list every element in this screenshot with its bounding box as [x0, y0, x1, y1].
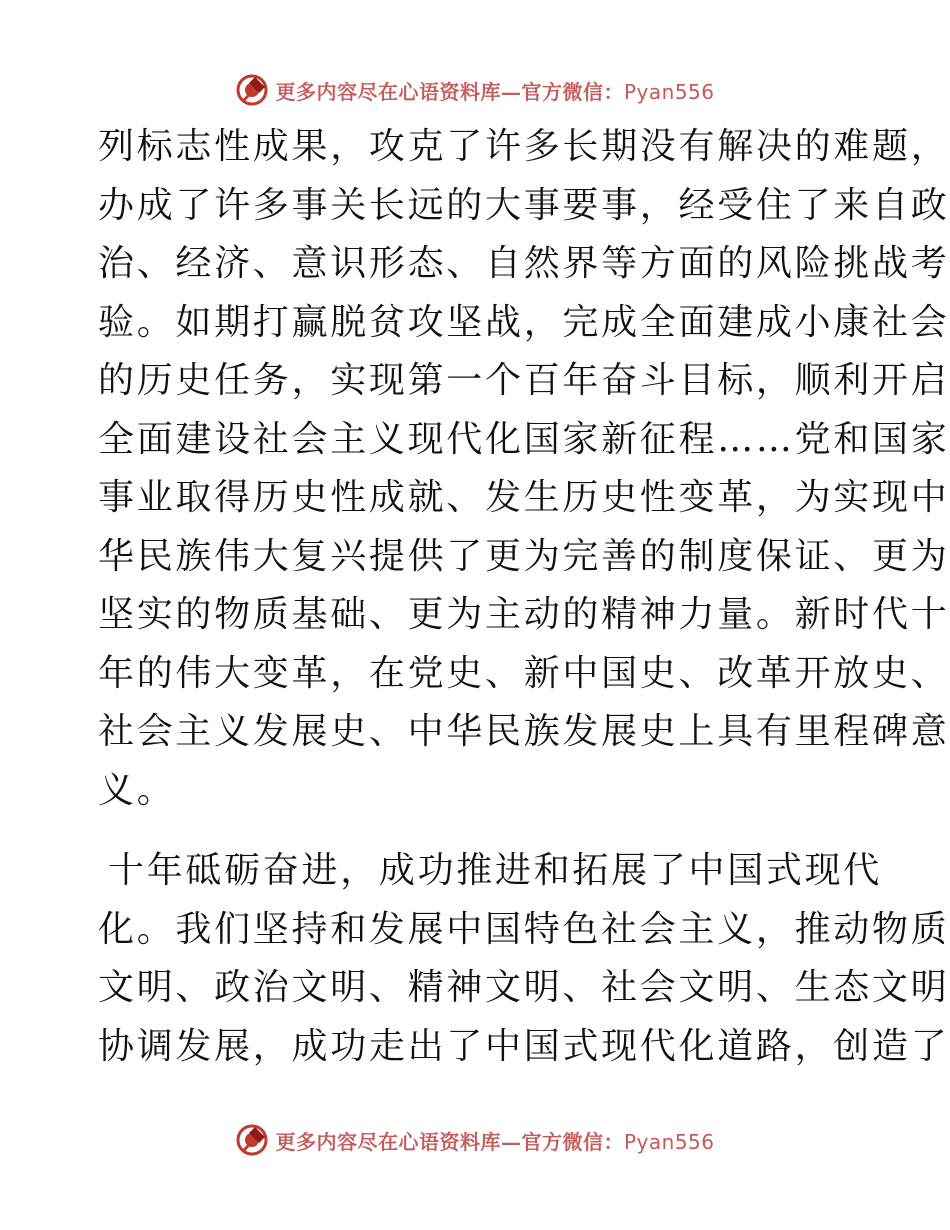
text-line: 协调发展，成功走出了中国式现代化道路，创造了 — [98, 1025, 950, 1067]
text-line: 文明、政治文明、精神文明、社会文明、生态文明 — [98, 967, 950, 1008]
pen-logo-icon — [235, 73, 269, 107]
text-line: 全面建设社会主义现代化国家新征程……党和国家 — [98, 418, 950, 460]
text-line: 的历史任务，实现第一个百年奋斗目标，顺利开启 — [98, 360, 950, 401]
pen-logo-icon — [235, 1123, 269, 1157]
text-line: 义。 — [98, 769, 176, 811]
paragraph-2 — [98, 842, 950, 1076]
text-line: 治、经济、意识形态、自然界等方面的风险挑战考 — [98, 243, 950, 284]
text-line: 化。我们坚持和发展中国特色社会主义，推动物质 — [98, 908, 950, 950]
paragraph-spacer — [98, 820, 858, 842]
document-body — [98, 118, 950, 1076]
text-line: 十年砥砺奋进，成功推进和拓展了中国式现代 — [108, 850, 883, 891]
header-banner — [0, 70, 950, 110]
text-line: 事业取得历史性成就、发生历史性变革，为实现中 — [98, 477, 950, 518]
text-line: 办成了许多事关长远的大事要事，经受住了来自政 — [98, 184, 950, 226]
paragraph-1 — [98, 118, 950, 820]
text-line: 验。如期打赢脱贫攻坚战，完成全面建成小康社会 — [98, 301, 950, 343]
text-line: 社会主义发展史、中华民族发展史上具有里程碑意 — [98, 711, 950, 752]
footer-banner — [0, 1120, 950, 1160]
text-line: 坚实的物质基础、更为主动的精神力量。新时代十 — [98, 594, 950, 635]
text-line: 华民族伟大复兴提供了更为完善的制度保证、更为 — [98, 535, 950, 577]
footer-banner-text: 更多内容尽在心语资料库—官方微信：Pyan556 — [275, 1129, 715, 1154]
text-line: 列标志性成果，攻克了许多长期没有解决的难题， — [98, 126, 950, 167]
text-line: 年的伟大变革，在党史、新中国史、改革开放史、 — [98, 652, 950, 694]
header-banner-text: 更多内容尽在心语资料库—官方微信：Pyan556 — [275, 79, 715, 104]
